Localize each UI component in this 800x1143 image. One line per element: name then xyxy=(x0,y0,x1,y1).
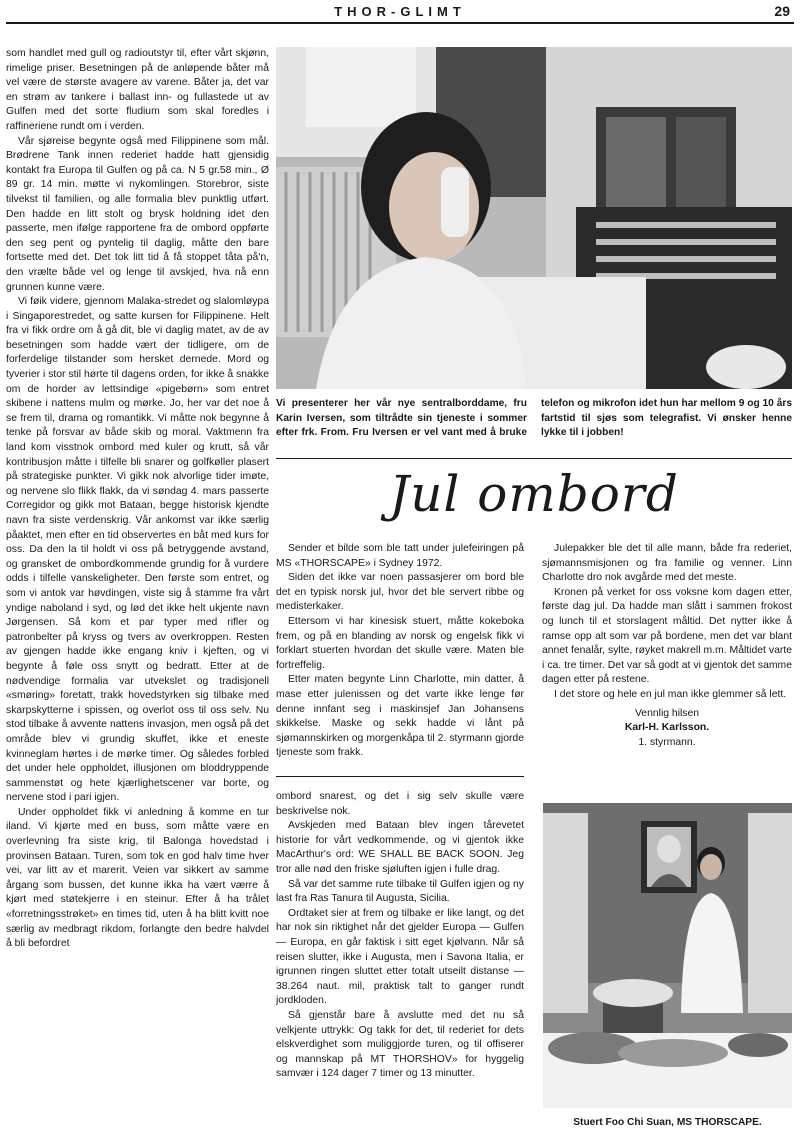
continuation-paragraph-4: Ordtaket sier at frem og tilbake er like langt, og det har nok sin riktighet når det gjelder Europa — Gulfen — Europa, en går faktisk i sitt eget kjølvann. Når så reisen slutter, ikke i Augusta, men i Savona Italia, er igrunnen ringen sluttet etter totalt utseilt distanse — 38.264 naut. mil, praktisk talt to ganger rundt jordkloden. xyxy=(276,907,524,1007)
switchboard-photo xyxy=(276,47,792,389)
article-paragraph-6: Kronen på verket for oss voksne kom dagen etter, første dag jul. Da hadde man slått i sammen frokost og lunch til et storslagent måltid. Det nytter ikke å ramse opp alt som var på bordene, men det var blant annet fenalår, sylte, røyket makrell m.m. Måltidet varte i ca. tre timer. Det var så godt at vi gjentok det samme dagen etter på restene. xyxy=(542,586,792,686)
page-number: 29 xyxy=(774,3,790,19)
continuation-paragraph-2: Avskjeden med Bataan blev ingen tårevetet historie for vårt vedkommende, og vi gjentok ikke MacArthur's ord: WE SHALL BE BACK SOON. Jeg tror alle nød den friske sjøluften igjen i fulle drag. xyxy=(276,820,524,875)
signature-greeting: Vennlig hilsen xyxy=(634,707,700,719)
left-column xyxy=(6,47,269,1137)
continuation-paragraph-3: Så var det samme rute tilbake til Gulfen igjen og ny last fra Ras Tanura til Augusta, Sicilia. xyxy=(276,878,524,905)
steward-caption: Stuert Foo Chi Suan, MS THORSCAPE. xyxy=(573,1117,762,1128)
left-paragraph-4: Under oppholdet fikk vi anledning å komme en tur iland. Vi kjørte med en buss, som måtte være en overlevning fra siste krig, til Balonga hovedstad i provinsen Bataan. Turen, som tok en god halv time hver vei, var litt av et marerit. Veien var sikkert av samme årgang som bussen, det kunne ikka ha vært værre å kjørt med støtekjerre i en steinur. Efter å ha trålet «forretningsstrøket» en times tid, uten å ha blitt kvitt noe særlig av medbragt rikdom, forlangte den bedre halvdel å bli befordret xyxy=(6,806,269,950)
signature-name: Karl-H. Karlsson. xyxy=(624,722,710,734)
article-middle-column xyxy=(276,542,524,767)
steward-photo xyxy=(543,803,792,1108)
article-paragraph-3: Ettersom vi har kinesisk stuert, måtte kokeboka frem, og på en blanding av norsk og engelsk fikk vi forklart stuerten hvordan det skulle være. Maten ble fortreffelig. xyxy=(276,615,524,671)
article-headline: Jul ombord xyxy=(389,465,679,523)
running-header: THOR-GLIMT xyxy=(334,4,466,19)
left-paragraph-3: Vi føik videre, gjennom Malaka-stredet og slalomløypa i Singaporestredet, og satte kursen for Filippinene. Helt fra vi fikk ordre om å gå dit, ble vi daglig matet, av de av besetningen som hadde vært der tidligere, om de forferdelige tilstander som hersket dernede. Mord og tyverier i stor stil hørte til dagens orden, for ikke å snakke om de horder av lettsindige «pigebørn» som entret skibene i nattens mulm og mørke. Jo, her var det noe å se frem til, drama og romantikk. Vi måtte nok begynne å tenke på forsvar av både skib og moral. Vaktmenn fra land kom visstnok ombord med kuler og krutt, så vår kontribusjon måtte i tilfelle bli snarer og golfkøller plasert på strategiske punkter. Vi gikk nok alvorlige tider imøte, og nervene slo flikk flakk, da vi søndag 4. mars passerte Corregidor og gikk mot Bataan, begge historisk kjendte navn fra siste verdenskrig. Vår ankomst var ikke særlig påaktet, men efter en tid observertes en båt med kurs for oss. Da den la til holdt vi oss på betryggende avstand, og gransket de ombordkommende grundig for å vurdere odds i tilfelle vanskeligheter. Den første som entret, og som vi antok var høvdingen, viste sig å stamme fra vårt yndige naboland i syd, og lød det ikke helt ukjente navn Jørgensen. Så kom et par typer med rifler og patronbelter på kryss og tvers av overkroppen. Resten av gjengen hadde ikke engang kniv i kjeften, og vi begynte å føle oss snytt og bedratt. Etter at de nødvendige formalia var utvekslet og tradisjonell «smøring» foretatt, trakk hovedstyrken sig tilbake med skarpskytterne i spissen, og overlot oss til oss selv. Nu stod tilbake å avvente nattens invasjon, men også på det område blev vi grundig skuffet, ikke et eneste kvinneglam hørtes i de mørke timer. Og således forbled det under hele oppholdet, illusjonen om bloddryppende sammenstøt og hete kjærlighetscener var borte, og nervene stod i pari igjen. xyxy=(6,296,269,804)
continuation-paragraph-1: ombord snarest, og det i sig selv skulle være beskrivelse nok. xyxy=(276,791,524,817)
switchboard-photo-image xyxy=(276,47,792,389)
continuation-paragraph-5: Så gjenstår bare å avslutte med det nu så velkjente uttrykk: Og takk for det, til rederiet for dets elskverdighet som muliggjorde turen, og til offiserer og mannskap på MT THORSHOV» for hyggelig samvær i 124 dager 7 timer og 13 minutter. xyxy=(276,1009,524,1080)
article-paragraph-5: Julepakker ble det til alle mann, både fra rederiet, sjømannsmisjonen og fra familie og venner. Linn Charlotte dro nok avgårde med det meste. xyxy=(542,543,792,584)
article-paragraph-4: Etter maten begynte Linn Charlotte, min datter, å mase etter julenissen og det varte ikke lenge før denne innfant seg i maskinsjef Jan Johansens skikkelse. Maske og sekk hadde vi lånt på sjømannskirken og morgenkåpa til 2. styrmann gjorde tjeneste som frakk. xyxy=(276,674,524,759)
signature-title: 1. styrmann. xyxy=(638,736,696,748)
left-paragraph-1: som handlet med gull og radioutstyr til, efter vårt skjønn, rimelige priser. Besetningen på de anløpende båter må vel være de største avagere av varene. Båter ja, det var en strøm av tankere i ballast inn- og fullastede ut av Gulfen med det sorte fludium som skal foredles i raffineriene rundt om i verden. xyxy=(6,48,269,132)
continuation-column xyxy=(276,790,524,1135)
article-paragraph-2: Siden det ikke var noen passasjerer om bord ble det en typisk norsk jul, hvor det ble servert ribbe og medisterkaker. xyxy=(276,572,524,613)
left-paragraph-2: Vår sjøreise begynte også med Filippinene som mål. Brødrene Tank innen rederiet hadde hatt gjensidig kontakt fra Europa til Gulfen og på ca. N 5 gr.58 min., Ø 89 gr. 14 min. møtte vi nykomlingen. Storebror, siste tilvekst til familien, og alle formalia blev punktlig utført. Den hadde en litt stolt og brysk holdning idet den passerte, men ifølge rapportene fra de ombord oppførte den seg pent og pyntelig til daglig, måtte den bare fortsette med det. Det tok litt tid å få stoppet tåta på'n, den vrælte både vel og lenge til avskjed, hva nå enn grunnen kunne være. xyxy=(6,135,269,293)
article-top-rule xyxy=(276,458,792,459)
article-right-column xyxy=(542,542,792,792)
header-rule xyxy=(6,22,794,24)
article-paragraph-1: Sender et bilde som ble tatt under julefeiringen på MS «THORSCAPE» i Sydney 1972. xyxy=(276,543,524,569)
article-paragraph-7: I det store og hele en jul man ikke glemmer så lett. xyxy=(554,688,787,700)
middle-column-rule xyxy=(276,776,524,777)
steward-photo-image xyxy=(543,803,792,1108)
switchboard-caption: Vi presenterer her vår nye sentralborddame, fru Karin Iversen, som tiltrådte sin tjeneste i sommer efter frk. From. Fru Iversen er vel vant med å bruke telefon og mikrofon idet hun har mellom 9 og 10 års fartstid til sjøs som telegrafist. Vi ønsker henne lykke til i jobben! xyxy=(276,398,792,439)
